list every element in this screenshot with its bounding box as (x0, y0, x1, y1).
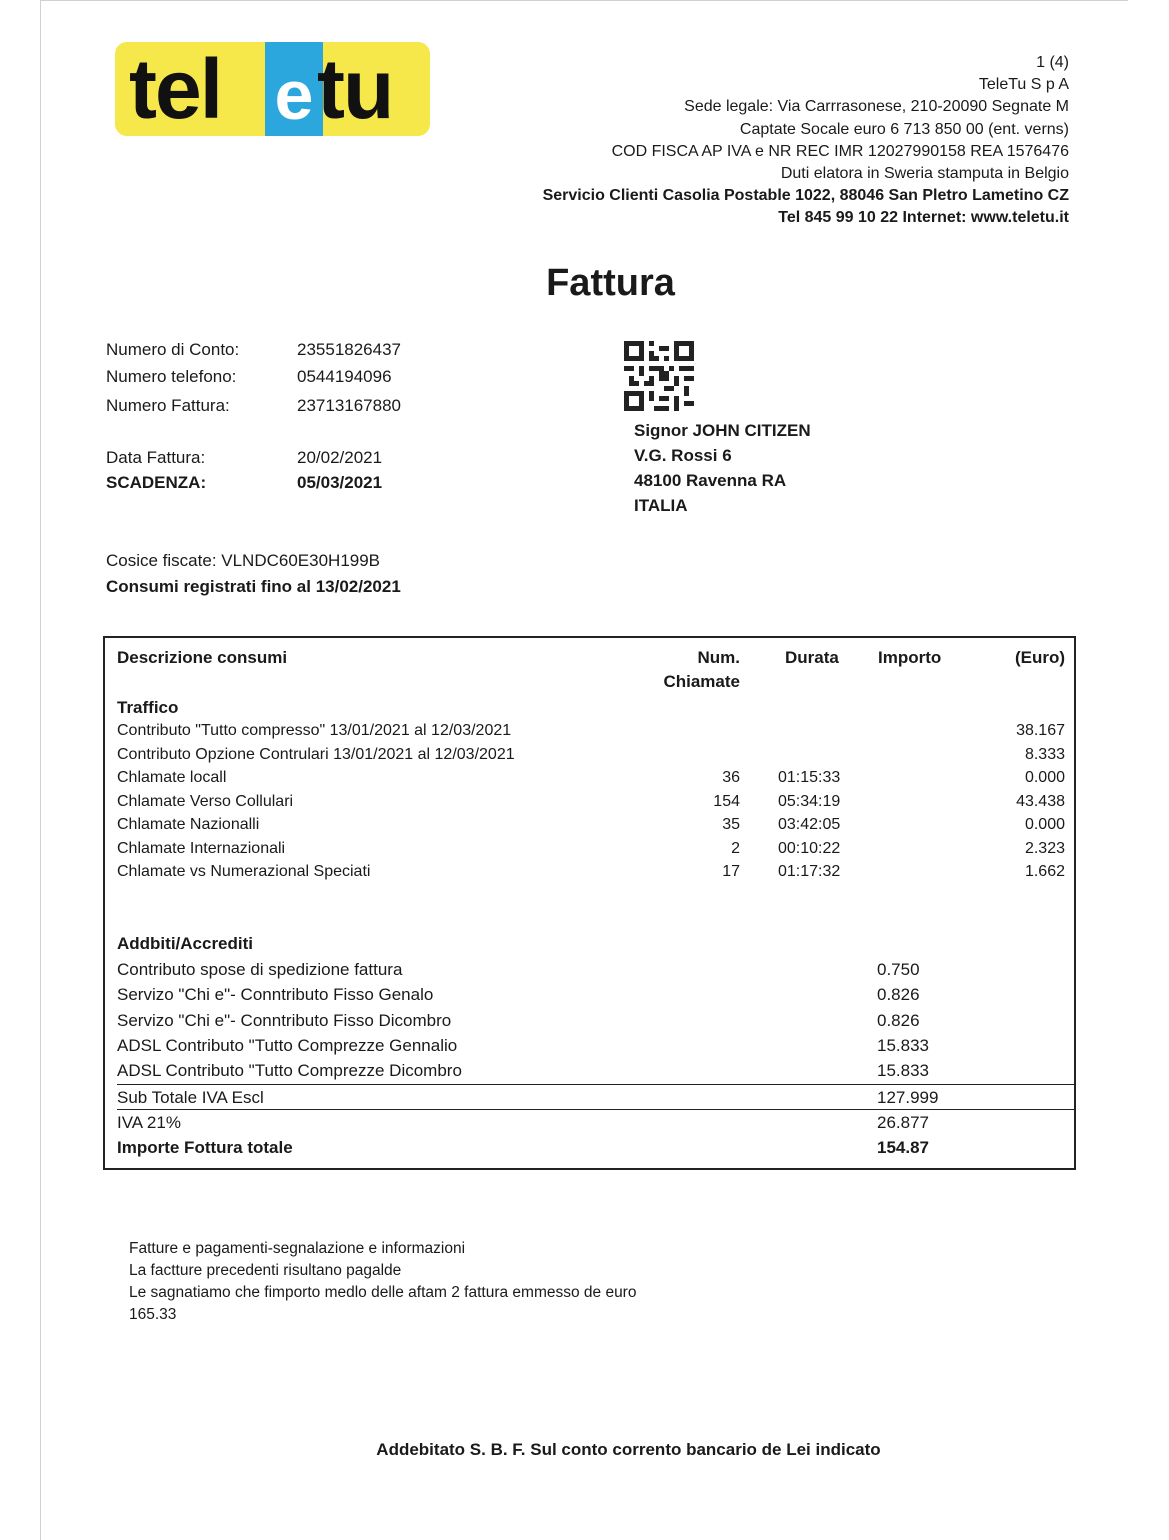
subtotal-divider (117, 1084, 1074, 1085)
traffico-durata: 05:34:19 (778, 792, 841, 810)
addebito-desc: ADSL Contributo "Tutto Comprezze Dicombro (117, 1061, 462, 1081)
conto-label: Numero di Conto: (106, 340, 240, 359)
header-chiamate: Chiamate (663, 672, 740, 691)
fattura-label: Numero Fattura: (106, 396, 230, 415)
logo-text-e: e (274, 56, 314, 134)
traffico-num: 2 (731, 839, 740, 857)
recipient-country: ITALIA (634, 496, 688, 515)
customer-service: Servicio Clienti Casolia Postable 1022, 88046 San Pletro Lametino CZ (542, 187, 1069, 205)
company-name: TeleTu S p A (978, 76, 1069, 94)
payment-notes (129, 1238, 636, 1326)
traffico-num: 35 (722, 816, 740, 833)
addebito-importo: 0.826 (877, 1010, 920, 1030)
scadenza-label: SCADENZA: (106, 473, 207, 492)
page-number: 1 (4) (1036, 54, 1069, 71)
total-label: Importe Fottura totale (117, 1138, 293, 1157)
company-line: Duti elatora in Sweria stamputa in Belgio (780, 165, 1069, 183)
traffico-durata: 01:15:33 (778, 769, 841, 786)
traffico-euro: 38.167 (1016, 722, 1065, 739)
traffico-desc: Chlamate Nazionalli (117, 816, 260, 833)
note-line: Fatture e pagamenti-segnalazione e informazioni (129, 1240, 466, 1257)
header-descrizione: Descrizione consumi (117, 648, 288, 667)
data-value: 20/02/2021 (297, 448, 383, 467)
addebito-importo: 0.826 (877, 985, 920, 1005)
header-num: Num. (697, 648, 740, 667)
addebito-desc: ADSL Contributo "Tutto Comprezze Gennalio (117, 1035, 458, 1055)
data-label: Data Fattura: (106, 448, 206, 467)
company-line: Sede legale: Via Carrrasonese, 210-20090 Segnate M (684, 98, 1069, 116)
recipient-name: Signor JOHN CITIZEN (634, 421, 811, 440)
traffico-euro: 2.323 (1024, 839, 1065, 857)
note-line: La factture precedenti risultano pagalde (129, 1262, 402, 1279)
addebito-importo: 15.833 (877, 1061, 929, 1081)
fattura-value: 23713167880 (297, 396, 402, 415)
iva-label: IVA 21% (117, 1113, 181, 1132)
traffico-euro: 0.000 (1024, 769, 1065, 786)
traffico-num: 36 (722, 769, 740, 786)
document-title (0, 262, 1169, 305)
recipient-street: V.G. Rossi 6 (634, 446, 732, 465)
traffico-durata: 00:10:22 (778, 839, 841, 857)
traffico-euro: 1.662 (1024, 863, 1065, 880)
traffico-num: 17 (722, 863, 740, 880)
traffico-durata: 03:42:05 (778, 816, 841, 833)
company-line: Captate Socale euro 6 713 850 00 (ent. verns) (739, 120, 1069, 138)
logo-text-tel: tel (129, 42, 222, 136)
traffico-desc: Chlamate locall (117, 769, 227, 786)
traffico-desc: Chlamate Verso Collulari (117, 792, 294, 810)
scadenza-value: 05/03/2021 (297, 473, 383, 492)
traffico-desc: Chlamate vs Numerazional Speciati (117, 863, 371, 880)
note-amount: 165.33 (129, 1306, 177, 1323)
logo-e-block (265, 42, 323, 136)
consumption-table (103, 636, 1076, 1170)
recipient-address (634, 418, 811, 518)
footer-text: Addebitato S. B. F. Sul conto corrento bancario de Lei indicato (376, 1440, 881, 1459)
consumi-date: Consumi registrati fino al 13/02/2021 (106, 577, 401, 596)
company-line: COD FISCA AP IVA e NR REC IMR 12027990158 REA 1576476 (611, 142, 1069, 160)
subtotal-value: 127.999 (877, 1088, 939, 1107)
fiscal-info (106, 548, 401, 600)
teletu-logo (115, 42, 430, 136)
traffico-euro: 43.438 (1016, 792, 1065, 810)
addebito-importo: 0.750 (877, 960, 920, 979)
telefono-label: Numero telefono: (106, 367, 237, 386)
traffico-desc: Contributo "Tutto compresso" 13/01/2021 al 12/03/2021 (117, 722, 512, 739)
logo-text-tu: tu (317, 42, 393, 136)
traffico-desc: Chlamate Internazionali (117, 839, 286, 857)
total-value: 154.87 (877, 1138, 929, 1157)
footer-note (0, 1440, 1169, 1460)
traffico-num: 154 (713, 792, 740, 810)
addebito-desc: Contributo spose di spedizione fattura (117, 960, 403, 979)
header-durata: Durata (785, 648, 839, 667)
iva-divider (117, 1109, 1074, 1110)
recipient-city: 48100 Ravenna RA (634, 471, 787, 490)
company-info (543, 52, 1069, 230)
note-line: Le sagnatiamo che fimporto medlo delle aftam 2 fattura emmesso de euro (129, 1284, 637, 1301)
header-importo: Importo (878, 648, 942, 667)
addebito-desc: Servizo "Chi e"- Conntributo Fisso Genalo (117, 985, 434, 1005)
document-title-text: Fattura (546, 262, 675, 304)
addebito-desc: Servizo "Chi e"- Conntributo Fisso Dicombro (117, 1010, 452, 1030)
section-addebiti: Addbiti/Accrediti (117, 934, 254, 953)
qr-code (624, 341, 694, 411)
traffico-durata: 01:17:32 (778, 863, 841, 880)
codice-fiscale: Cosice fiscate: VLNDC60E30H199B (106, 551, 381, 570)
section-traffico: Traffico (117, 698, 179, 717)
traffico-euro: 8.333 (1024, 745, 1065, 763)
addebito-importo: 15.833 (877, 1035, 929, 1055)
traffico-euro: 0.000 (1024, 816, 1065, 833)
telefono-value: 0544194096 (297, 367, 392, 386)
traffico-desc: Contributo Opzione Contrulari 13/01/2021 al 12/03/2021 (117, 745, 515, 763)
contact-line: Tel 845 99 10 22 Internet: www.teletu.it (778, 209, 1069, 227)
conto-value: 23551826437 (297, 340, 402, 359)
subtotal-label: Sub Totale IVA Escl (117, 1088, 264, 1107)
header-euro: (Euro) (1014, 648, 1065, 667)
iva-value: 26.877 (877, 1113, 929, 1132)
